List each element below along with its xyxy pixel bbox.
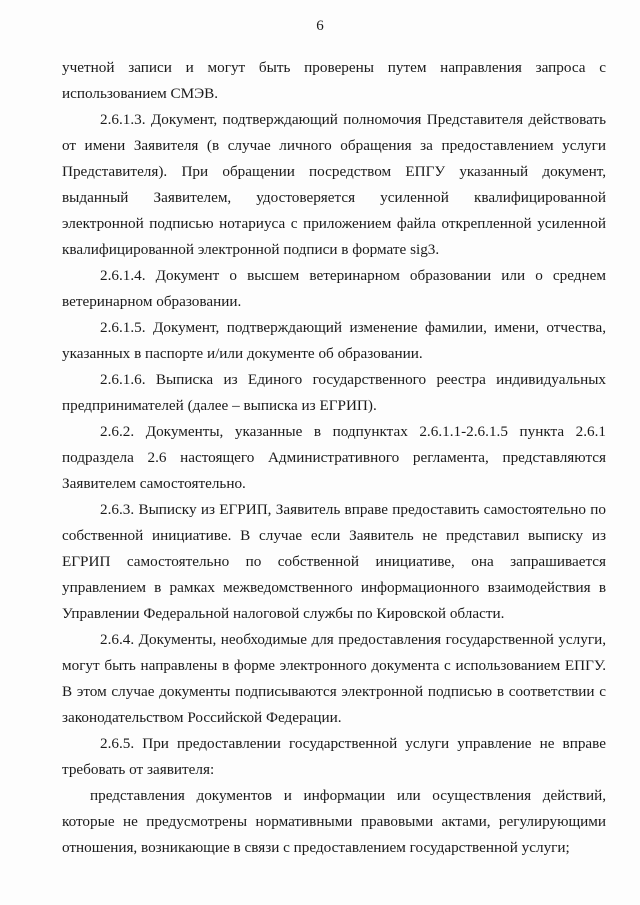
document-body [62, 55, 606, 861]
paragraph-2-6-4: 2.6.4. Документы, необходимые для предоставления государственной услуги, могут быть направлены в форме электронного документа с использованием ЕПГУ. В этом случае документы подписываются электронной подписью в соответствии с законодательством Российской Федерации. [62, 631, 606, 726]
paragraph-2-6-2: 2.6.2. Документы, указанные в подпунктах 2.6.1.1-2.6.1.5 пункта 2.6.1 подраздела 2.6 настоящего Административного регламента, представляются Заявителем самостоятельно. [62, 423, 606, 492]
paragraph-2-6-1-5: 2.6.1.5. Документ, подтверждающий изменение фамилии, имени, отчества, указанных в паспорте и/или документе об образовании. [62, 319, 606, 362]
paragraph-2-6-1-3: 2.6.1.3. Документ, подтверждающий полномочия Представителя действовать от имени Заявителя (в случае личного обращения за предоставлением услуги Представителя). При обращении посредством ЕПГУ указанный документ, выданный Заявителем, удостоверяется усиленной квалифицированной электронной подписью нотариуса с приложением файла открепленной усиленной квалифицированной электронной подписи в формате sig3. [62, 111, 606, 258]
page-number: 6 [316, 18, 324, 34]
paragraph-2-6-1-6: 2.6.1.6. Выписка из Единого государственного реестра индивидуальных предпринимателей (далее – выписка из ЕГРИП). [62, 371, 606, 414]
paragraph-2-6-5: 2.6.5. При предоставлении государственной услуги управление не вправе требовать от заявителя: [62, 735, 606, 778]
paragraph-2-6-1-4: 2.6.1.4. Документ о высшем ветеринарном образовании или о среднем ветеринарном образовании. [62, 267, 606, 310]
paragraph-list-item: представления документов и информации или осуществления действий, которые не предусмотрены нормативными правовыми актами, регулирующими отношения, возникающие в связи с предоставлением государственной услуги; [62, 787, 606, 856]
paragraph-continuation: учетной записи и могут быть проверены путем направления запроса с использованием СМЭВ. [62, 59, 606, 102]
paragraph-2-6-3: 2.6.3. Выписку из ЕГРИП, Заявитель вправе предоставить самостоятельно по собственной инициативе. В случае если Заявитель не представил выписку из ЕГРИП самостоятельно по собственной инициативе, она запрашивается управлением в рамках межведомственного информационного взаимодействия в Управлении Федеральной налоговой службы по Кировской области. [62, 501, 606, 622]
